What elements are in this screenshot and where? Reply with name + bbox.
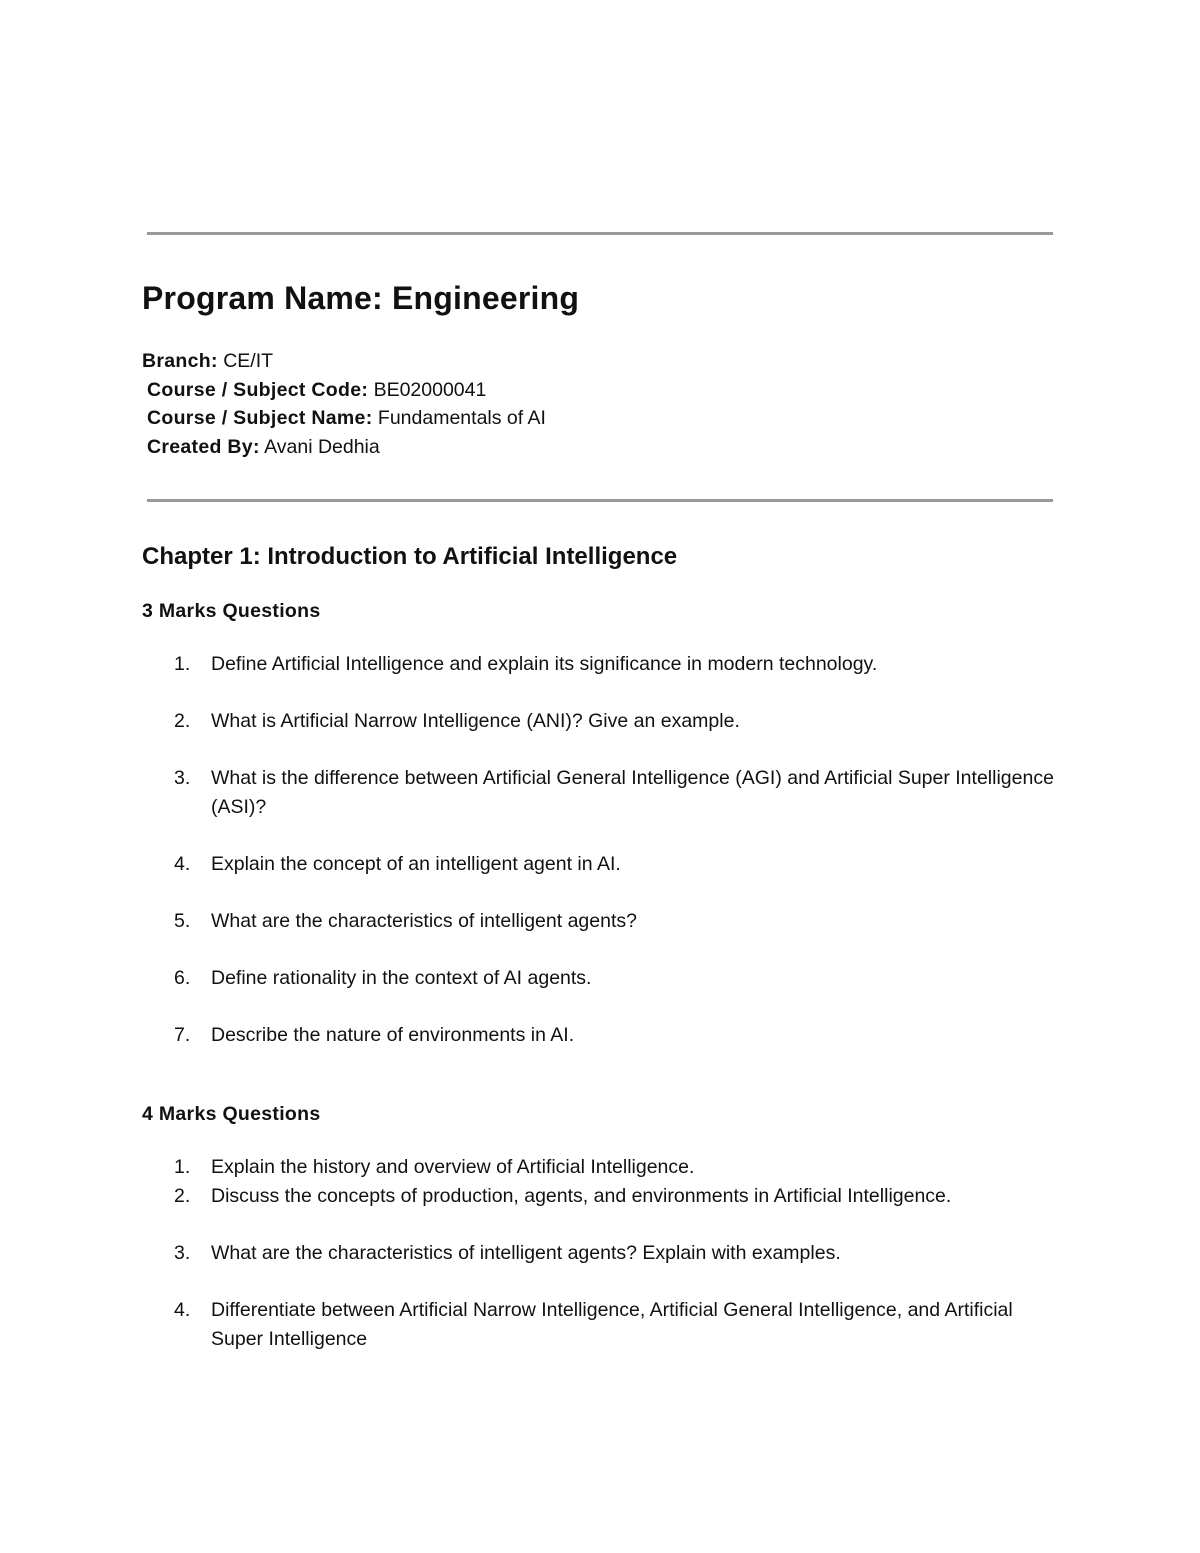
list-item [174, 707, 1054, 736]
subject-code-line [147, 378, 486, 402]
list-item [174, 1182, 1054, 1211]
list-item-number: 6. [174, 967, 191, 989]
branch-line [142, 349, 273, 373]
chapter-title: Chapter 1: Introduction to Artificial Intelligence [142, 543, 678, 570]
section-title-4-marks: 4 Marks Questions [142, 1103, 321, 1125]
list-item-number: 4. [174, 1299, 191, 1321]
list-item-text: What are the characteristics of intelligent agents? [211, 910, 637, 932]
list-item-text: Explain the concept of an intelligent agent in AI. [211, 853, 621, 875]
list-item [174, 907, 1054, 936]
section-title-3-marks: 3 Marks Questions [142, 600, 321, 622]
subject-code-value: BE02000041 [373, 379, 487, 401]
program-title: Program Name: Engineering [142, 280, 580, 316]
branch-label: Branch: [142, 350, 218, 372]
list-item [174, 1153, 1054, 1182]
list-item-text: What is the difference between Artificial General Intelligence (AGI) and Artificial Super Intelligence (ASI)? [211, 767, 1054, 818]
branch-value: CE/IT [223, 350, 274, 372]
list-item-number: 1. [174, 1156, 191, 1178]
created-by-value: Avani Dedhia [264, 436, 380, 458]
created-by-line [147, 435, 380, 459]
subject-name-line [147, 406, 546, 430]
list-item [174, 964, 1054, 993]
list-item [174, 1296, 1054, 1354]
list-item [174, 850, 1054, 879]
created-by-label: Created By: [147, 436, 260, 458]
list-item-number: 2. [174, 710, 191, 732]
list-item [174, 650, 1054, 679]
list-item [174, 1239, 1054, 1268]
list-item-text: Discuss the concepts of production, agents, and environments in Artificial Intelligence. [211, 1185, 952, 1207]
subject-name-value: Fundamentals of AI [377, 407, 546, 429]
list-item-number: 4. [174, 853, 191, 875]
list-item [174, 764, 1054, 822]
list-item-text: What is Artificial Narrow Intelligence (ANI)? Give an example. [211, 710, 740, 732]
list-item-text: Describe the nature of environments in AI. [211, 1024, 575, 1046]
list-item-text: Differentiate between Artificial Narrow Intelligence, Artificial General Intelligence, and Artificial Super Intelligence [211, 1299, 1013, 1350]
list-item-text: What are the characteristics of intelligent agents? Explain with examples. [211, 1242, 841, 1264]
list-item-number: 3. [174, 767, 191, 789]
list-item-number: 3. [174, 1242, 191, 1264]
list-item-number: 7. [174, 1024, 191, 1046]
list-item-number: 1. [174, 653, 191, 675]
list-item-number: 5. [174, 910, 191, 932]
list-item-text: Define rationality in the context of AI agents. [211, 967, 592, 989]
list-item [174, 1021, 1054, 1050]
top-divider [147, 232, 1053, 235]
list-item-text: Explain the history and overview of Artificial Intelligence. [211, 1156, 695, 1178]
header-divider [147, 499, 1053, 502]
subject-code-label: Course / Subject Code: [147, 379, 369, 401]
list-item-number: 2. [174, 1185, 191, 1207]
subject-name-label: Course / Subject Name: [147, 407, 373, 429]
list-item-text: Define Artificial Intelligence and explain its significance in modern technology. [211, 653, 878, 675]
